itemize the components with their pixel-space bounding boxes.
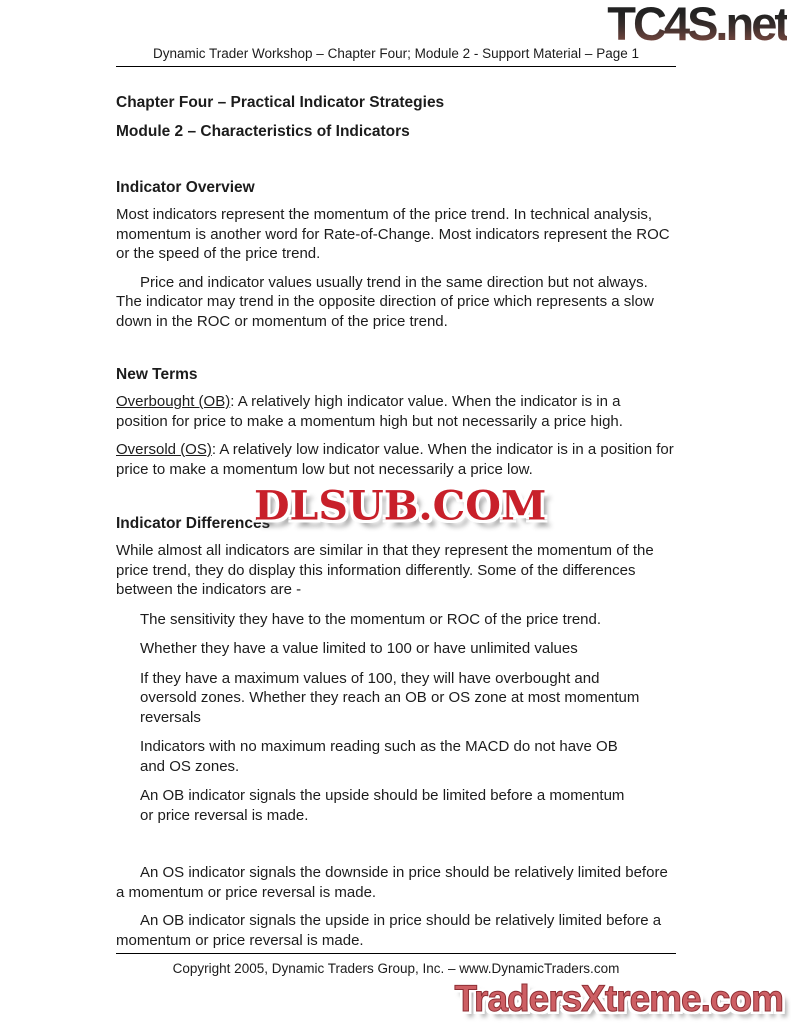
footer-copyright: Copyright 2005, Dynamic Traders Group, Inc. – www.DynamicTraders.com [172, 961, 620, 976]
content-column [116, 0, 676, 950]
overview-paragraph-1: Most indicators represent the momentum of the price trend. In technical analysis, momentum is another word for Rate-of-Change. Most indicators represent the ROC or the speed of the price trend. [116, 206, 670, 262]
paragraph-os-indicator: An OS indicator signals the downside in price should be relatively limited before a momentum or price reversal is made. [116, 864, 668, 901]
heading-new-terms: New Terms [116, 366, 198, 383]
page-header-title: Dynamic Trader Workshop – Chapter Four; Module 2 - Support Material – Page 1 [153, 46, 639, 61]
term-oversold-label: Oversold (OS) [116, 441, 212, 458]
tc4s-logo: TC4S.net [607, 0, 787, 50]
term-oversold [116, 440, 676, 479]
dlsub-watermark: DLSUB.COM [254, 482, 547, 530]
chapter-title: Chapter Four – Practical Indicator Strategies [116, 94, 445, 111]
term-overbought-label: Overbought (OB) [116, 393, 231, 410]
difference-item: Whether they have a value limited to 100 or have unlimited values [140, 640, 578, 657]
differences-intro: While almost all indicators are similar in that they represent the momentum of the price trend, they do display this information differently. Some of the differences between the indicators are - [116, 542, 654, 598]
difference-item: If they have a maximum values of 100, they will have overbought and oversold zones. Whether they reach an OB or OS zone at most momentum reversals [140, 669, 640, 726]
difference-item: An OB indicator signals the upside should be limited before a momentum or price reversal is made. [140, 787, 625, 824]
header-rule [116, 66, 676, 67]
difference-item: Indicators with no maximum reading such as the MACD do not have OB and OS zones. [140, 738, 618, 775]
term-oversold-definition: : A relatively low indicator value. When the indicator is in a position for price to make a momentum low but not necessarily a price low. [116, 441, 674, 478]
paragraph-ob-indicator: An OB indicator signals the upside in price should be relatively limited before a momentum or price reversal is made. [116, 912, 662, 949]
footer-rule [116, 953, 676, 954]
heading-indicator-differences: Indicator Differences [116, 515, 271, 532]
term-overbought-definition: : A relatively high indicator value. When the indicator is in a position for price to make a momentum high but not necessarily a price high. [116, 393, 623, 430]
module-title: Module 2 – Characteristics of Indicators [116, 123, 410, 140]
overview-paragraph-2: Price and indicator values usually trend in the same direction but not always. The indicator may trend in the opposite direction of price which represents a slow down in the ROC or momentum of the price trend. [116, 273, 654, 330]
difference-item: The sensitivity they have to the momentum or ROC of the price trend. [140, 610, 602, 628]
term-overbought [116, 392, 676, 431]
heading-indicator-overview: Indicator Overview [116, 179, 255, 196]
tradersxtreme-logo: TradersXtreme.com [454, 978, 783, 1019]
